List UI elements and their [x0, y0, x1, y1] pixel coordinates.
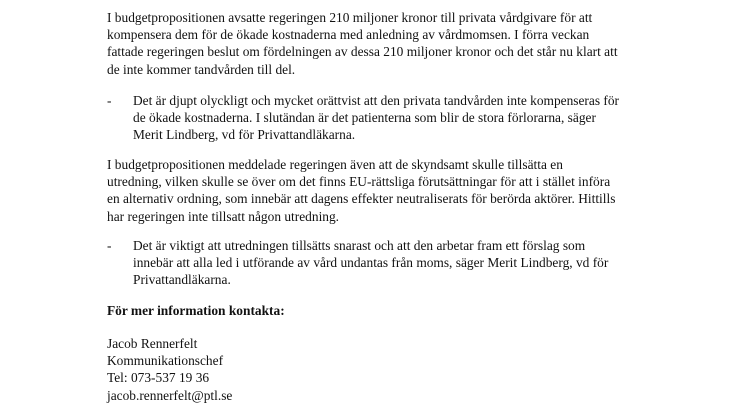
paragraph-budget-allocation: [107, 9, 627, 78]
text-line: kompensera dem för de ökade kostnaderna med anledning av vårdmomsen. I förra veckan: [107, 27, 590, 43]
text-line: de inte kommer tandvården till del.: [107, 61, 296, 77]
contact-info: [107, 335, 232, 404]
bullet-dash: -: [107, 238, 112, 253]
contact-heading: För mer information kontakta:: [107, 303, 285, 318]
text-line: Privattandläkarna.: [133, 272, 231, 288]
text-line: Det är djupt olyckligt och mycket orättvist att den privata tandvården inte kompenseras för: [133, 93, 620, 108]
quote-text: [133, 237, 643, 289]
text-line: utredning, vilken skulle se över om det finns EU-rättsliga förutsättningar för att i stället införa: [107, 174, 611, 190]
contact-phone: Tel: 073-537 19 36: [107, 370, 210, 386]
text-line: Merit Lindberg, vd för Privattandläkarna.: [133, 127, 356, 143]
text-line: I budgetpropositionen avsatte regeringen 210 miljoner kronor till privata vårdgivare för att: [107, 10, 593, 25]
text-line: fattade regeringen beslut om fördelningen av dessa 210 miljoner kronor och det står nu klart att: [107, 44, 618, 60]
text-line: I budgetpropositionen meddelade regeringen även att de skyndsamt skulle tillsätta en: [107, 157, 563, 172]
text-line: Det är viktigt att utredningen tillsätts snarast och att den arbetar fram ett förslag som: [133, 238, 586, 253]
text-line: har regeringen inte tillsatt någon utredning.: [107, 208, 340, 224]
paragraph-investigation: [107, 156, 627, 225]
text-line: de ökade kostnaderna. I slutändan är det patienterna som blir de stora förlorarna, säger: [133, 110, 596, 126]
bullet-dash: -: [107, 93, 112, 108]
contact-role: Kommunikationschef: [107, 353, 224, 369]
contact-email[interactable]: jacob.rennerfelt@ptl.se: [107, 387, 233, 403]
quote-text: [133, 92, 643, 144]
text-line: en alternativ ordning, som innebär att dagens effekter neutraliserats för berörda aktörer. Hittills: [107, 191, 616, 207]
contact-name: Jacob Rennerfelt: [107, 336, 198, 351]
text-line: innebär att alla led i utförande av vård undantas från moms, säger Merit Lindberg, vd för: [133, 255, 609, 271]
